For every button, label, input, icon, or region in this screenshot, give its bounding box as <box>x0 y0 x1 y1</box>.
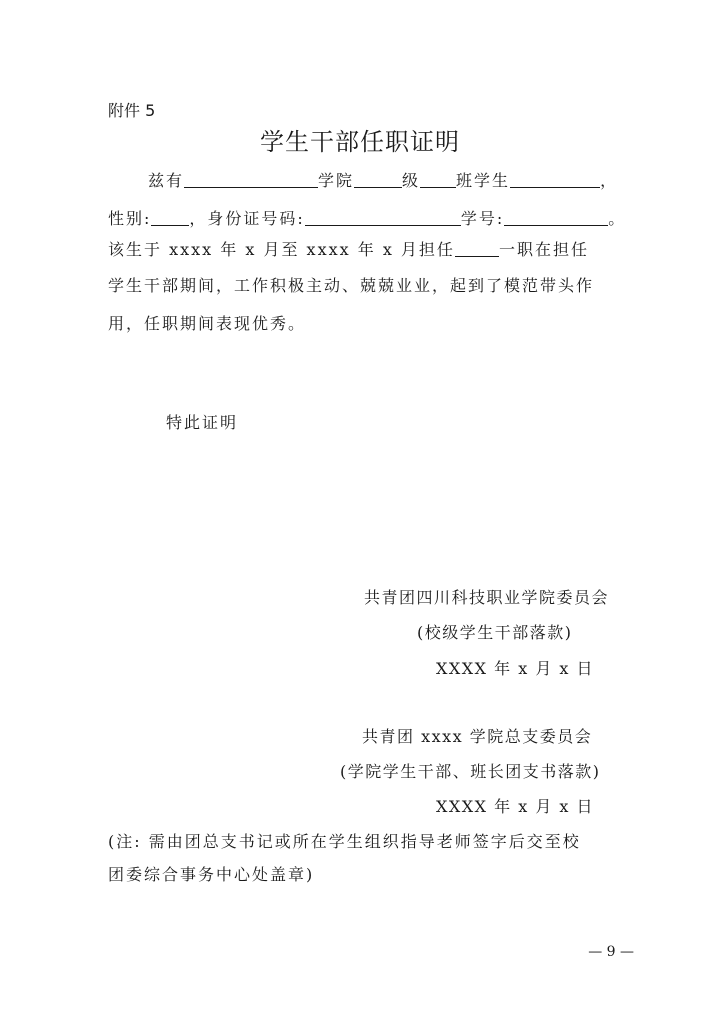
text: 班学生 <box>456 171 511 190</box>
text: 学院 <box>318 171 355 190</box>
body-line-2 <box>108 206 626 229</box>
body-line-5: 用，任职期间表现优秀。 <box>108 314 307 333</box>
page-number: — 9 — <box>588 944 634 960</box>
signature-note-1: (校级学生干部落款) <box>417 623 573 642</box>
text: 学号: <box>460 209 505 228</box>
student-id-blank[interactable] <box>504 207 608 226</box>
body-line-1 <box>148 168 618 191</box>
footnote-line-2: 团委综合事务中心处盖章) <box>108 865 315 884</box>
gender-blank[interactable] <box>151 207 189 226</box>
text: 性别: <box>108 209 152 228</box>
signature-org-1: 共青团四川科技职业学院委员会 <box>364 588 610 607</box>
class-blank[interactable] <box>420 169 456 188</box>
document-title: 学生干部任职证明 <box>260 128 460 156</box>
grade-blank[interactable] <box>354 169 402 188</box>
signature-date-2: XXXX 年 x 月 x 日 <box>436 797 595 816</box>
text: ， <box>600 171 619 190</box>
text: 级 <box>402 171 421 190</box>
text: 该生于 xxxx 年 x 月至 xxxx 年 x 月担任 <box>108 240 455 259</box>
text: 一职在担任 <box>498 240 589 259</box>
body-line-3 <box>108 237 589 260</box>
text: ，身份证号码: <box>189 209 305 228</box>
id-number-blank[interactable] <box>305 207 461 226</box>
signature-org-2: 共青团 xxxx 学院总支委员会 <box>362 727 593 746</box>
position-blank[interactable] <box>455 238 499 257</box>
text: 兹有 <box>148 171 185 190</box>
certification-text: 特此证明 <box>166 413 239 432</box>
body-line-4: 学生干部期间，工作积极主动、兢兢业业，起到了模范带头作 <box>108 276 595 295</box>
signature-note-2: (学院学生干部、班长团支书落款) <box>340 762 601 781</box>
attachment-label: 附件 5 <box>108 101 156 120</box>
student-name-blank[interactable] <box>510 169 600 188</box>
text: 。 <box>608 209 627 228</box>
college-blank[interactable] <box>184 169 318 188</box>
signature-date-1: XXXX 年 x 月 x 日 <box>436 659 595 678</box>
footnote-line-1: (注: 需由团总支书记或所在学生组织指导老师签字后交至校 <box>108 832 581 851</box>
